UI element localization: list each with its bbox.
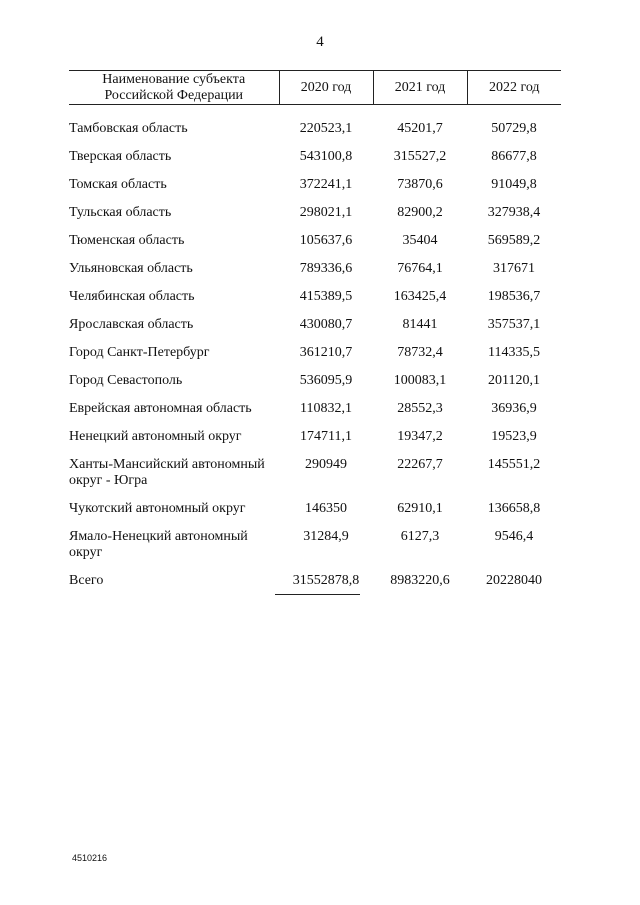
value-2021: 62910,1 xyxy=(397,501,443,516)
table-row xyxy=(69,497,561,525)
end-of-table-rule xyxy=(275,594,360,595)
value-2020: 536095,9 xyxy=(299,373,353,388)
total-2021: 8983220,6 xyxy=(390,573,450,588)
value-2021: 73870,6 xyxy=(397,177,443,192)
value-2021: 45201,7 xyxy=(397,121,443,136)
table-row xyxy=(69,285,561,313)
region-name: Город Севастополь xyxy=(69,373,183,388)
budget-table xyxy=(69,70,561,597)
column-header-2020: 2020 год xyxy=(279,71,373,105)
value-2022: 50729,8 xyxy=(491,121,537,136)
region-name: Ульяновская область xyxy=(69,261,193,276)
value-2022: 357537,1 xyxy=(487,317,541,332)
region-name: Челябинская область xyxy=(69,289,195,304)
value-2022: 9546,4 xyxy=(494,529,534,544)
column-header-region: Наименование субъекта Российской Федерации xyxy=(69,71,279,105)
total-row xyxy=(69,569,561,597)
value-2020: 290949 xyxy=(305,457,347,472)
value-2021: 81441 xyxy=(402,317,438,332)
document-code: 4510216 xyxy=(72,853,108,863)
value-2020: 415389,5 xyxy=(299,289,353,304)
region-name: Тюменская область xyxy=(69,233,185,248)
value-2022: 198536,7 xyxy=(487,289,541,304)
value-2020: 174711,1 xyxy=(300,429,352,444)
value-2021: 35404 xyxy=(402,233,438,248)
table-row xyxy=(69,525,561,569)
region-name: Ямало-Ненецкий автономный округ xyxy=(69,529,248,560)
value-2020: 298021,1 xyxy=(299,205,353,220)
region-name: Тульская область xyxy=(69,205,172,220)
value-2021: 28552,3 xyxy=(397,401,443,416)
value-2021: 100083,1 xyxy=(393,373,447,388)
table-row xyxy=(69,369,561,397)
total-label: Всего xyxy=(69,573,104,588)
value-2022: 86677,8 xyxy=(491,149,537,164)
region-name: Тамбовская область xyxy=(69,121,188,136)
region-name: Томская область xyxy=(69,177,167,192)
value-2022: 317671 xyxy=(493,261,535,276)
region-name: Чукотский автономный округ xyxy=(69,501,246,516)
value-2020: 543100,8 xyxy=(299,149,353,164)
region-name: Тверская область xyxy=(69,149,172,164)
value-2021: 78732,4 xyxy=(397,345,443,360)
value-2021: 22267,7 xyxy=(397,457,443,472)
value-2022: 201120,1 xyxy=(488,373,540,388)
table-row xyxy=(69,453,561,497)
value-2022: 145551,2 xyxy=(487,457,541,472)
value-2020: 146350 xyxy=(305,501,347,516)
table-header-row xyxy=(69,71,561,105)
region-name: Город Санкт-Петербург xyxy=(69,345,210,360)
table-row xyxy=(69,145,561,173)
value-2020: 430080,7 xyxy=(299,317,353,332)
value-2020: 361210,7 xyxy=(299,345,353,360)
value-2020: 372241,1 xyxy=(299,177,353,192)
value-2021: 76764,1 xyxy=(397,261,443,276)
value-2022: 327938,4 xyxy=(487,205,541,220)
value-2022: 91049,8 xyxy=(491,177,537,192)
table-row xyxy=(69,397,561,425)
table-row xyxy=(69,313,561,341)
column-header-2022: 2022 год xyxy=(467,71,561,105)
page-number: 4 xyxy=(316,34,324,50)
value-2020: 105637,6 xyxy=(299,233,353,248)
value-2021: 6127,3 xyxy=(400,529,440,544)
region-name: Ханты-Мансийский автономный округ - Югра xyxy=(69,457,265,488)
table-row xyxy=(69,173,561,201)
column-header-2021: 2021 год xyxy=(373,71,467,105)
value-2022: 114335,5 xyxy=(488,345,540,360)
value-2021: 315527,2 xyxy=(393,149,447,164)
total-2022: 20228040 xyxy=(486,573,542,588)
value-2021: 82900,2 xyxy=(397,205,443,220)
value-2022: 36936,9 xyxy=(491,401,537,416)
value-2020: 220523,1 xyxy=(299,121,353,136)
value-2021: 19347,2 xyxy=(397,429,443,444)
table-row xyxy=(69,425,561,453)
value-2022: 569589,2 xyxy=(487,233,541,248)
table-row xyxy=(69,229,561,257)
value-2020: 31284,9 xyxy=(303,529,349,544)
value-2021: 163425,4 xyxy=(393,289,447,304)
value-2022: 136658,8 xyxy=(487,501,541,516)
region-name: Ярославская область xyxy=(69,317,194,332)
region-name: Ненецкий автономный округ xyxy=(69,429,242,444)
value-2020: 110832,1 xyxy=(300,401,352,416)
region-name: Еврейская автономная область xyxy=(69,401,252,416)
total-2020: 31552878,8 xyxy=(292,573,360,588)
table-row xyxy=(69,117,561,145)
value-2020: 789336,6 xyxy=(299,261,353,276)
table-row xyxy=(69,201,561,229)
table-row xyxy=(69,257,561,285)
value-2022: 19523,9 xyxy=(491,429,537,444)
table-row xyxy=(69,341,561,369)
